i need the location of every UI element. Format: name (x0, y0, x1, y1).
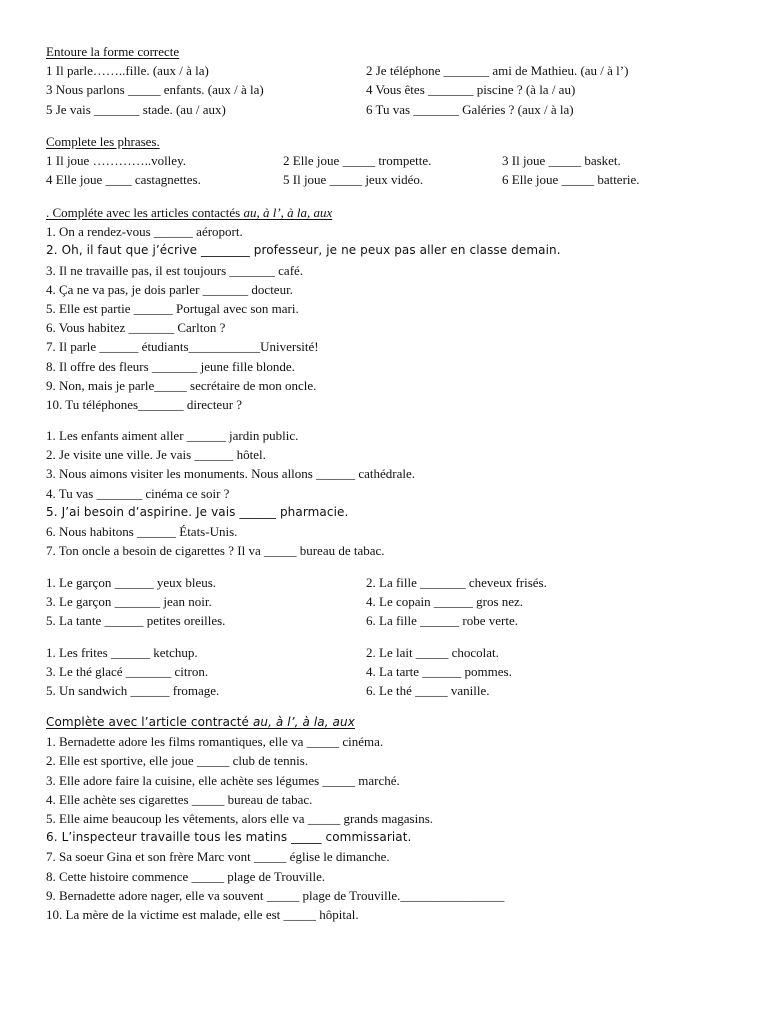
exercise-item: 9. Bernadette adore nager, elle va souvent _____ plage de Trouville.________________ (46, 887, 505, 903)
section-descriptions (46, 573, 726, 631)
exercise-item: 4. Tu vas _______ cinéma ce soir ? (46, 485, 230, 501)
exercise-item: 1 Il parle……..fille. (aux / à la) (46, 63, 209, 79)
exercise-row (46, 643, 726, 662)
exercise-item: 2. Le lait _____ chocolat. (366, 645, 499, 660)
exercise-item: 5 Je vais _______ stade. (au / aux) (46, 101, 226, 117)
exercise-item: 4. Elle achète ses cigarettes _____ bureau de tabac. (46, 791, 313, 807)
exercise-item: 3 Nous parlons _____ enfants. (aux / à la) (46, 82, 264, 98)
exercise-item: 5. La tante ______ petites oreilles. (46, 613, 226, 629)
section-aliments (46, 643, 726, 701)
section-article-contracte (46, 713, 726, 924)
section-articles-contactes (46, 203, 726, 414)
section-heading: Complete les phrases. (46, 134, 160, 149)
exercise-item: 4 Vous êtes _______ piscine ? (à la / au) (366, 82, 576, 98)
exercise-row (46, 681, 726, 700)
exercise-item: 1. Les enfants aiment aller ______ jardin public. (46, 428, 299, 443)
heading-text: . Compléte avec les articles contactés (46, 205, 244, 220)
exercise-item: 7. Sa soeur Gina et son frère Marc vont _____ église le dimanche. (46, 849, 390, 865)
exercise-item: 5. Elle aime beaucoup les vêtements, alors elle va _____ grands magasins. (46, 810, 433, 826)
exercise-row (46, 170, 726, 189)
exercise-item: 6 Elle joue _____ batterie. (502, 172, 640, 188)
exercise-item: 6. L’inspecteur travaille tous les matins _____ commissariat. (46, 830, 412, 845)
exercise-item: 10. La mère de la victime est malade, elle est _____ hôpital. (46, 906, 359, 922)
exercise-item: 3 Il joue _____ basket. (502, 153, 621, 169)
exercise-item: 6. La fille ______ robe verte. (366, 613, 518, 629)
exercise-item: 5 Il joue _____ jeux vidéo. (283, 172, 424, 188)
exercise-item: 3. Nous aimons visiter les monuments. Nous allons ______ cathédrale. (46, 466, 416, 482)
section-heading (46, 713, 726, 732)
exercise-item: 2. Elle est sportive, elle joue _____ club de tennis. (46, 753, 309, 769)
exercise-item: 4 Elle joue ____ castagnettes. (46, 172, 201, 188)
exercise-item: 4. Ça ne va pas, je dois parler _______ docteur. (46, 281, 293, 297)
exercise-row (46, 80, 726, 99)
section-heading (46, 203, 726, 222)
exercise-item: 6. Vous habitez _______ Carlton ? (46, 320, 226, 336)
exercise-row (46, 662, 726, 681)
exercise-item: 5. Elle est partie ______ Portugal avec son mari. (46, 300, 299, 316)
exercise-item: 4. La tarte ______ pommes. (366, 664, 512, 680)
heading-articles: au, à l’, à la, aux (252, 715, 355, 729)
exercise-row (46, 611, 726, 630)
exercise-row (46, 573, 726, 592)
exercise-item: 2 Je téléphone _______ ami de Mathieu. (au / à l’) (366, 63, 629, 79)
heading-text: Complète avec l’article contracté (46, 715, 253, 729)
exercise-item: 8. Il offre des fleurs _______ jeune fille blonde. (46, 358, 295, 374)
exercise-item: 6 Tu vas _______ Galéries ? (aux / à la) (366, 101, 574, 117)
exercise-item: 9. Non, mais je parle_____ secrétaire de mon oncle. (46, 377, 317, 393)
exercise-item: 3. Il ne travaille pas, il est toujours _______ café. (46, 262, 304, 278)
exercise-item: 2. Oh, il faut que j’écrive ________ professeur, je ne peux pas aller en classe demain. (46, 243, 561, 258)
section-complete-phrases (46, 132, 726, 190)
exercise-item: 1. On a rendez-vous ______ aéroport. (46, 224, 243, 240)
exercise-item: 3. Le thé glacé _______ citron. (46, 664, 209, 680)
heading-articles: au, à l’, à la, aux (243, 205, 333, 220)
exercise-row (46, 151, 726, 170)
exercise-item: 1 Il joue …………..volley. (46, 153, 186, 169)
exercise-item: 2. La fille _______ cheveux frisés. (366, 575, 547, 590)
exercise-item: 8. Cette histoire commence _____ plage de Trouville. (46, 868, 326, 884)
exercise-item: 1. Le garçon ______ yeux bleus. (46, 575, 217, 590)
exercise-item: 1. Les frites ______ ketchup. (46, 645, 198, 660)
exercise-item: 7. Il parle ______ étudiants___________Université! (46, 339, 319, 355)
section-heading: Entoure la forme correcte (46, 44, 180, 59)
exercise-item: 5. J’ai besoin d’aspirine. Je vais ______ pharmacie. (46, 504, 349, 519)
exercise-row (46, 100, 726, 119)
section-entoure (46, 42, 726, 119)
exercise-item: 6. Nous habitons ______ États-Unis. (46, 523, 238, 539)
exercise-item: 6. Le thé _____ vanille. (366, 683, 490, 699)
exercise-item: 1. Bernadette adore les films romantiques, elle va _____ cinéma. (46, 734, 384, 750)
exercise-item: 2 Elle joue _____ trompette. (283, 153, 432, 169)
exercise-item: 10. Tu téléphones_______ directeur ? (46, 396, 243, 412)
exercise-row (46, 61, 726, 80)
exercise-item: 5. Un sandwich ______ fromage. (46, 683, 220, 699)
exercise-item: 7. Ton oncle a besoin de cigarettes ? Il va _____ bureau de tabac. (46, 543, 385, 559)
exercise-row (46, 592, 726, 611)
exercise-item: 3. Elle adore faire la cuisine, elle achète ses légumes _____ marché. (46, 772, 400, 788)
exercise-item: 3. Le garçon _______ jean noir. (46, 594, 212, 610)
section-lieux (46, 426, 726, 560)
exercise-item: 4. Le copain ______ gros nez. (366, 594, 524, 610)
exercise-item: 2. Je visite une ville. Je vais ______ hôtel. (46, 447, 266, 463)
